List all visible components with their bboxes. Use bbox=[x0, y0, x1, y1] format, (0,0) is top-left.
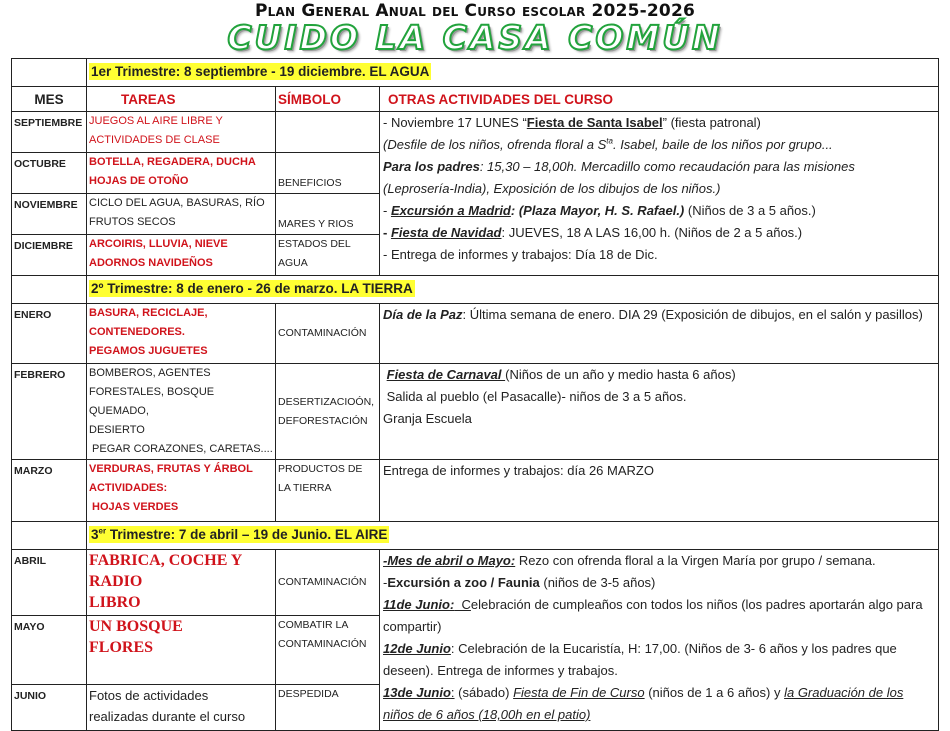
text: Rezo con ofrenda floral a la Virgen María por grupo / semana. bbox=[515, 553, 876, 568]
text: ta bbox=[606, 136, 613, 146]
header-row bbox=[12, 87, 939, 112]
text: : Celebración de la Eucaristía, H: 17,00. (Niños de 3- 6 años y los padres que deseen). Entrega de informes y trabajos. bbox=[383, 641, 897, 678]
symbol: PRODUCTOS DE LA TIERRA bbox=[276, 460, 380, 522]
text: - bbox=[383, 203, 391, 218]
task-line: realizadas durante el curso bbox=[89, 709, 246, 724]
month-row bbox=[12, 550, 939, 616]
text: . Isabel, baile de los niños por grupo... bbox=[612, 137, 833, 152]
month-row bbox=[12, 304, 939, 364]
tasks bbox=[87, 364, 276, 460]
tasks bbox=[87, 460, 276, 522]
event-carnaval: Fiesta de Carnaval bbox=[386, 367, 506, 382]
tasks bbox=[87, 194, 276, 235]
text: : bbox=[450, 685, 455, 700]
activity-line: Granja Escuela bbox=[383, 411, 472, 426]
trimester-1-title: 1er Trimestre: 8 septiembre - 19 diciembre. EL AGUA bbox=[91, 64, 430, 79]
symbol: DESERTIZACIOÓN, DEFORESTACIÓN bbox=[276, 364, 380, 460]
empty-cell bbox=[12, 59, 87, 87]
text: : JUEVES, 18 A LAS 16,00 h. (Niños de 2 a 5 años.) bbox=[501, 225, 803, 240]
symbol: ESTADOS DEL AGUA bbox=[276, 235, 380, 276]
activity-line bbox=[383, 638, 936, 682]
event-excursion-madrid: Excursión a Madrid bbox=[390, 203, 511, 218]
tasks bbox=[87, 616, 276, 685]
task-line: DESIERTO bbox=[89, 424, 145, 436]
trimester-1-row bbox=[12, 59, 939, 87]
task-line: PEGAMOS JUGUETES bbox=[89, 345, 208, 357]
task-line: ACTIVIDADES DE CLASE bbox=[89, 134, 220, 146]
month-name: ENERO bbox=[12, 304, 87, 364]
text: ” (fiesta patronal) bbox=[662, 115, 761, 130]
activity-line bbox=[383, 200, 936, 222]
trimester-3-row bbox=[12, 522, 939, 550]
plan-table bbox=[11, 58, 939, 731]
empty-cell bbox=[12, 276, 87, 304]
symbol: CONTAMINACIÓN bbox=[276, 304, 380, 364]
trimester-2-title-cell bbox=[87, 276, 939, 304]
event-fin-curso: Fiesta de Fin de Curso bbox=[513, 685, 645, 700]
month-name: DICIEMBRE bbox=[12, 235, 87, 276]
tasks bbox=[87, 304, 276, 364]
activities-marzo: Entrega de informes y trabajos: día 26 MARZO bbox=[380, 460, 939, 522]
text: C bbox=[454, 597, 471, 612]
text: : Última semana de enero. DIA 29 (Exposición de dibujos, en el salón y pasillos) bbox=[462, 307, 923, 322]
date-12-junio: 12de Junio bbox=[383, 641, 451, 656]
activity-line bbox=[383, 134, 936, 156]
month-name: JUNIO bbox=[12, 685, 87, 731]
task-line: HOJAS DE OTOÑO bbox=[89, 175, 189, 187]
task-line: FABRICA, COCHE Y bbox=[89, 552, 243, 569]
text: Trimestre: 7 de abril – 19 de Junio. EL AIRE bbox=[106, 527, 388, 542]
task-line: Fotos de actividades bbox=[89, 688, 209, 703]
month-name: FEBRERO bbox=[12, 364, 87, 460]
task-line: UN BOSQUE bbox=[89, 618, 183, 635]
event-santa-isabel: Fiesta de Santa Isabel bbox=[526, 115, 663, 130]
task-line: LIBRO bbox=[89, 594, 141, 611]
month-row bbox=[12, 112, 939, 153]
activity-line bbox=[383, 112, 936, 134]
text: (Niños de 3 a 5 años.) bbox=[684, 203, 816, 218]
task-line: PEGAR CORAZONES, CARETAS.... bbox=[89, 443, 273, 455]
plan-title: Plan General Anual del Curso escolar 2025-2026 bbox=[254, 1, 696, 21]
col-header-simbolo: SÍMBOLO bbox=[276, 87, 380, 112]
symbol: COMBATIR LA CONTAMINACIÓN bbox=[276, 616, 380, 685]
text: (sábado) bbox=[454, 685, 514, 700]
text: - Noviembre 17 LUNES “ bbox=[383, 115, 527, 130]
month-name: ABRIL bbox=[12, 550, 87, 616]
activities-trimester-3 bbox=[380, 550, 939, 731]
task-line: CICLO DEL AGUA, BASURAS, RÍO bbox=[89, 197, 265, 209]
text: : (Plaza Mayor, H. S. Rafael.) bbox=[510, 203, 685, 218]
month-name: MAYO bbox=[12, 616, 87, 685]
trimester-2-title: 2º Trimestre: 8 de enero - 26 de marzo. LA TIERRA bbox=[91, 281, 413, 296]
month-name: MARZO bbox=[12, 460, 87, 522]
tasks bbox=[87, 112, 276, 153]
symbol bbox=[276, 112, 380, 153]
motto-wordart: CUIDO LA CASA COMÚN bbox=[227, 18, 723, 57]
text: er bbox=[98, 526, 107, 536]
activity-line bbox=[383, 572, 936, 594]
trimester-2-row bbox=[12, 276, 939, 304]
trimester-1-title-cell bbox=[87, 59, 939, 87]
text: elebración de cumpleaños con todos los niños (los padres aportarán algo para compartir) bbox=[383, 597, 923, 634]
symbol: MARES Y RIOS bbox=[276, 194, 380, 235]
month-name: NOVIEMBRE bbox=[12, 194, 87, 235]
tasks bbox=[87, 685, 276, 731]
task-line: ARCOIRIS, LLUVIA, NIEVE bbox=[89, 238, 228, 250]
symbol: CONTAMINACIÓN bbox=[276, 550, 380, 616]
activity-line: Salida al pueblo (el Pasacalle)- niños de 3 a 5 años. bbox=[383, 389, 687, 404]
event-graduacion: la Graduación de los niños de 6 años (18,00h en el patio) bbox=[383, 685, 904, 722]
activity-line bbox=[383, 156, 936, 178]
activities-enero bbox=[380, 304, 939, 364]
date-11-junio: 11de Junio: bbox=[383, 597, 455, 612]
text: (Desfile de los niños, ofrenda floral a S bbox=[383, 137, 607, 152]
tasks bbox=[87, 235, 276, 276]
symbol: DESPEDIDA bbox=[276, 685, 380, 731]
empty-cell bbox=[12, 522, 87, 550]
activities-trimester-1 bbox=[380, 112, 939, 276]
activity-line bbox=[383, 364, 936, 386]
date-13-junio: 13de Junio bbox=[383, 685, 451, 700]
label: Para los padres bbox=[383, 159, 480, 174]
task-line: HOJAS VERDES bbox=[89, 501, 179, 513]
task-line: RADIO bbox=[89, 573, 143, 590]
event-dia-paz: Día de la Paz bbox=[383, 307, 463, 322]
tasks bbox=[87, 550, 276, 616]
activities-febrero bbox=[380, 364, 939, 460]
activity-line bbox=[383, 682, 936, 726]
task-line: BOTELLA, REGADERA, DUCHA bbox=[89, 156, 256, 168]
trimester-3-title bbox=[89, 526, 389, 543]
task-line: FRUTOS SECOS bbox=[89, 216, 176, 228]
event-navidad: Fiesta de Navidad bbox=[390, 225, 502, 240]
text: (niños de 3-5 años) bbox=[539, 575, 656, 590]
col-header-tareas: TAREAS bbox=[87, 87, 276, 112]
symbol: BENEFICIOS bbox=[276, 153, 380, 194]
text: (Niños de un año y medio hasta 6 años) bbox=[505, 367, 736, 382]
text: - bbox=[383, 225, 391, 240]
text: : 15,30 – 18,00h. Mercadillo como recaudación para las misiones bbox=[479, 159, 855, 174]
task-line: BASURA, RECICLAJE, bbox=[89, 307, 208, 319]
task-line: FORESTALES, BOSQUE QUEMADO, bbox=[89, 386, 215, 417]
text: (niños de 1 a 6 años) y bbox=[644, 685, 785, 700]
month-name: SEPTIEMBRE bbox=[12, 112, 87, 153]
task-line: VERDURAS, FRUTAS Y ÁRBOL bbox=[89, 463, 253, 475]
task-line: CONTENEDORES. bbox=[89, 326, 185, 338]
activity-line bbox=[383, 550, 936, 572]
text: 3 bbox=[91, 527, 99, 542]
task-line: ADORNOS NAVIDEÑOS bbox=[89, 257, 213, 269]
event-excursion-zoo: Excursión a zoo / Faunia bbox=[387, 575, 540, 590]
activity-line: (Leprosería-India), Exposición de los dibujos de los niños.) bbox=[383, 181, 721, 196]
col-header-mes: MES bbox=[12, 87, 87, 112]
task-line: ACTIVIDADES: bbox=[89, 482, 168, 494]
text: - bbox=[383, 575, 388, 590]
task-line: FLORES bbox=[89, 639, 154, 656]
month-row bbox=[12, 364, 939, 460]
activity-line bbox=[383, 594, 936, 638]
month-row bbox=[12, 460, 939, 522]
task-line: JUEGOS AL AIRE LIBRE Y bbox=[89, 115, 223, 127]
trimester-3-title-cell bbox=[87, 522, 939, 550]
activity-line: - Entrega de informes y trabajos: Día 18 de Dic. bbox=[383, 247, 658, 262]
event-mes-abril-mayo: -Mes de abril o Mayo: bbox=[383, 553, 516, 568]
month-name: OCTUBRE bbox=[12, 153, 87, 194]
col-header-otras: OTRAS ACTIVIDADES DEL CURSO bbox=[380, 87, 939, 112]
tasks bbox=[87, 153, 276, 194]
task-line: BOMBEROS, AGENTES bbox=[89, 367, 211, 379]
activity-line bbox=[383, 222, 936, 244]
